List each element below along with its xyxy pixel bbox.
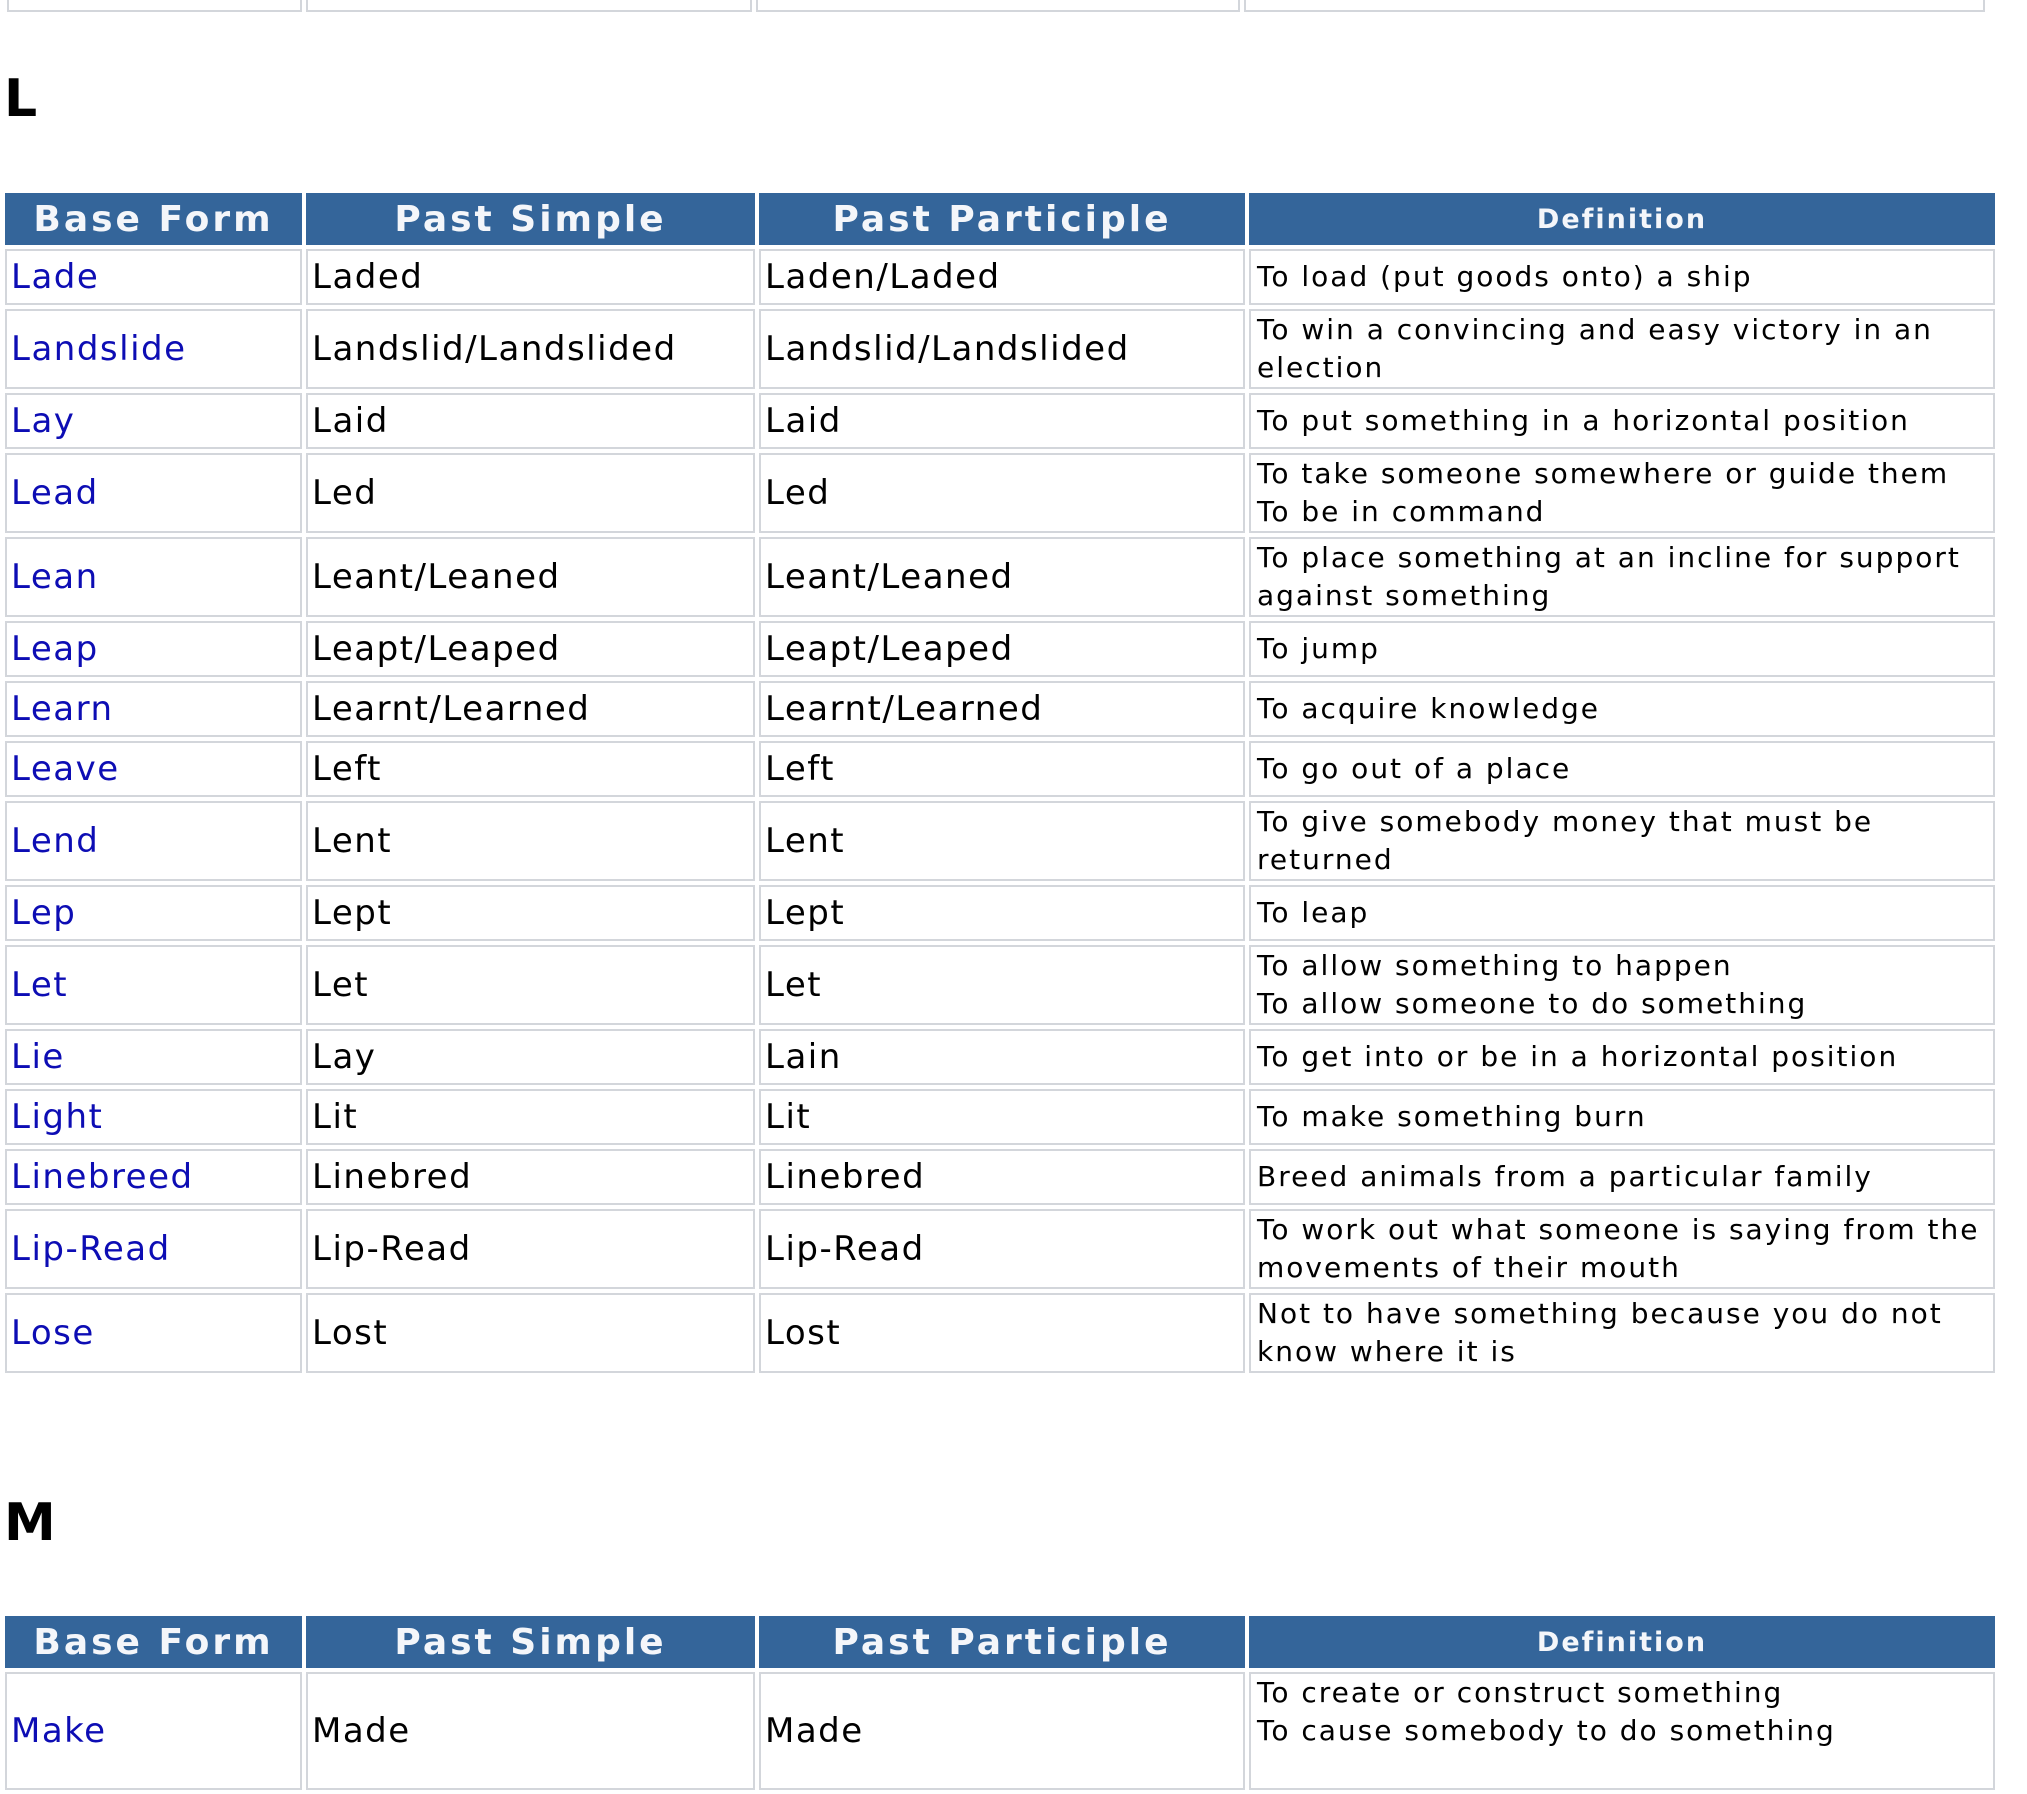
- section-heading-l: L: [4, 69, 38, 129]
- definition-line: To get into or be in a horizontal position: [1257, 1040, 1899, 1073]
- past-simple-cell: Lip-Read: [306, 1209, 755, 1289]
- past-participle-cell: Led: [759, 453, 1245, 533]
- definition-line: To load (put goods onto) a ship: [1257, 260, 1753, 293]
- definition-line: To jump: [1257, 632, 1380, 665]
- base-form-link[interactable]: Leave: [5, 741, 302, 797]
- base-form-link[interactable]: Lade: [5, 249, 302, 305]
- past-simple-cell: Made: [306, 1672, 755, 1790]
- definition-cell: [1249, 537, 1995, 617]
- column-header-definition: Definition: [1249, 193, 1995, 245]
- table-row: [5, 621, 1995, 677]
- past-participle-cell: Lent: [759, 801, 1245, 881]
- past-simple-cell: Leant/Leaned: [306, 537, 755, 617]
- column-header-past-simple: Past Simple: [306, 193, 755, 245]
- base-form-link[interactable]: Linebreed: [5, 1149, 302, 1205]
- past-simple-cell: Lost: [306, 1293, 755, 1373]
- definition-cell: [1249, 1149, 1995, 1205]
- past-simple-cell: Lent: [306, 801, 755, 881]
- past-participle-cell: Lip-Read: [759, 1209, 1245, 1289]
- definition-cell: [1249, 945, 1995, 1025]
- definition-cell: [1249, 801, 1995, 881]
- past-participle-cell: Laid: [759, 393, 1245, 449]
- table-row: [5, 1672, 1995, 1790]
- table-cell: [306, 0, 752, 12]
- base-form-link[interactable]: Light: [5, 1089, 302, 1145]
- definition-cell: [1249, 1089, 1995, 1145]
- past-simple-cell: Laid: [306, 393, 755, 449]
- past-participle-cell: Lept: [759, 885, 1245, 941]
- past-simple-cell: Let: [306, 945, 755, 1025]
- verb-table-l: [1, 189, 1999, 1377]
- section-heading-m: M: [4, 1493, 56, 1553]
- definition-line: To allow something to happen: [1257, 949, 1733, 982]
- table-row: [5, 1293, 1995, 1373]
- table-header-row: [5, 193, 1995, 245]
- table-row: [5, 885, 1995, 941]
- table-row: [5, 945, 1995, 1025]
- base-form-link[interactable]: Lead: [5, 453, 302, 533]
- past-simple-cell: Led: [306, 453, 755, 533]
- base-form-link[interactable]: Lay: [5, 393, 302, 449]
- past-participle-cell: Lost: [759, 1293, 1245, 1373]
- definition-cell: [1249, 453, 1995, 533]
- definition-line: To create or construct something: [1257, 1676, 1784, 1709]
- definition-cell: [1249, 309, 1995, 389]
- past-participle-cell: Linebred: [759, 1149, 1245, 1205]
- base-form-link[interactable]: Let: [5, 945, 302, 1025]
- column-header-past-participle: Past Participle: [759, 1616, 1245, 1668]
- past-participle-cell: Leapt/Leaped: [759, 621, 1245, 677]
- past-participle-cell: Left: [759, 741, 1245, 797]
- definition-cell: [1249, 249, 1995, 305]
- definition-line: To work out what someone is saying from the movements of their mouth: [1257, 1213, 1980, 1284]
- definition-line: To acquire knowledge: [1257, 692, 1601, 725]
- definition-line: To take someone somewhere or guide them: [1257, 457, 1950, 490]
- base-form-link[interactable]: Lip-Read: [5, 1209, 302, 1289]
- definition-cell: [1249, 1209, 1995, 1289]
- table-row: [7, 0, 1985, 12]
- column-header-definition: Definition: [1249, 1616, 1995, 1668]
- definition-cell: [1249, 1672, 1995, 1790]
- past-simple-cell: Laded: [306, 249, 755, 305]
- past-participle-cell: Landslid/Landslided: [759, 309, 1245, 389]
- definition-line: To give somebody money that must be returned: [1257, 805, 1874, 876]
- base-form-link[interactable]: Lean: [5, 537, 302, 617]
- table-header-row: [5, 1616, 1995, 1668]
- base-form-link[interactable]: Landslide: [5, 309, 302, 389]
- definition-cell: [1249, 1029, 1995, 1085]
- definition-line: To allow someone to do something: [1257, 987, 1808, 1020]
- definition-cell: [1249, 393, 1995, 449]
- base-form-link[interactable]: Lep: [5, 885, 302, 941]
- base-form-link[interactable]: Lose: [5, 1293, 302, 1373]
- past-simple-cell: Lay: [306, 1029, 755, 1085]
- table-row: [5, 1029, 1995, 1085]
- past-participle-cell: Lit: [759, 1089, 1245, 1145]
- definition-cell: [1249, 741, 1995, 797]
- past-participle-cell: Learnt/Learned: [759, 681, 1245, 737]
- table-row: [5, 1209, 1995, 1289]
- past-participle-cell: Laden/Laded: [759, 249, 1245, 305]
- past-participle-cell: Leant/Leaned: [759, 537, 1245, 617]
- base-form-link[interactable]: Lie: [5, 1029, 302, 1085]
- table-row: [5, 1089, 1995, 1145]
- base-form-link[interactable]: Make: [5, 1672, 302, 1790]
- past-participle-cell: Lain: [759, 1029, 1245, 1085]
- table-cell: [756, 0, 1239, 12]
- definition-cell: [1249, 1293, 1995, 1373]
- previous-section-table: [3, 0, 1989, 16]
- table-row: [5, 249, 1995, 305]
- base-form-link[interactable]: Lend: [5, 801, 302, 881]
- past-simple-cell: Landslid/Landslided: [306, 309, 755, 389]
- table-row: [5, 537, 1995, 617]
- definition-line: To leap: [1257, 896, 1370, 929]
- column-header-past-simple: Past Simple: [306, 1616, 755, 1668]
- definition-cell: [1249, 885, 1995, 941]
- past-participle-cell: Made: [759, 1672, 1245, 1790]
- definition-line: To cause somebody to do something: [1257, 1714, 1836, 1747]
- definition-line: To go out of a place: [1257, 752, 1572, 785]
- definition-cell: [1249, 681, 1995, 737]
- table-row: [5, 453, 1995, 533]
- past-simple-cell: Lept: [306, 885, 755, 941]
- base-form-link[interactable]: Learn: [5, 681, 302, 737]
- verb-table-body: [5, 1672, 1995, 1790]
- past-simple-cell: Learnt/Learned: [306, 681, 755, 737]
- verb-table-m: [1, 1612, 1999, 1794]
- base-form-link[interactable]: Leap: [5, 621, 302, 677]
- table-row: [5, 801, 1995, 881]
- definition-line: To place something at an incline for support against something: [1257, 541, 1961, 612]
- past-simple-cell: Leapt/Leaped: [306, 621, 755, 677]
- column-header-base-form: Base Form: [5, 1616, 302, 1668]
- table-cell: [7, 0, 302, 12]
- past-participle-cell: Let: [759, 945, 1245, 1025]
- table-row: [5, 1149, 1995, 1205]
- column-header-base-form: Base Form: [5, 193, 302, 245]
- verb-table-body: [5, 249, 1995, 1373]
- past-simple-cell: Left: [306, 741, 755, 797]
- table-cell: [1244, 0, 1985, 12]
- definition-cell: [1249, 621, 1995, 677]
- definition-line: Breed animals from a particular family: [1257, 1160, 1873, 1193]
- definition-line: To be in command: [1257, 495, 1546, 528]
- definition-line: To put something in a horizontal position: [1257, 404, 1910, 437]
- table-row: [5, 393, 1995, 449]
- definition-line: [1257, 1750, 1989, 1788]
- table-row: [5, 741, 1995, 797]
- table-row: [5, 681, 1995, 737]
- definition-line: To win a convincing and easy victory in an election: [1257, 313, 1933, 384]
- past-simple-cell: Linebred: [306, 1149, 755, 1205]
- definition-line: To make something burn: [1257, 1100, 1647, 1133]
- definition-line: Not to have something because you do not know where it is: [1257, 1297, 1943, 1368]
- column-header-past-participle: Past Participle: [759, 193, 1245, 245]
- past-simple-cell: Lit: [306, 1089, 755, 1145]
- table-row: [5, 309, 1995, 389]
